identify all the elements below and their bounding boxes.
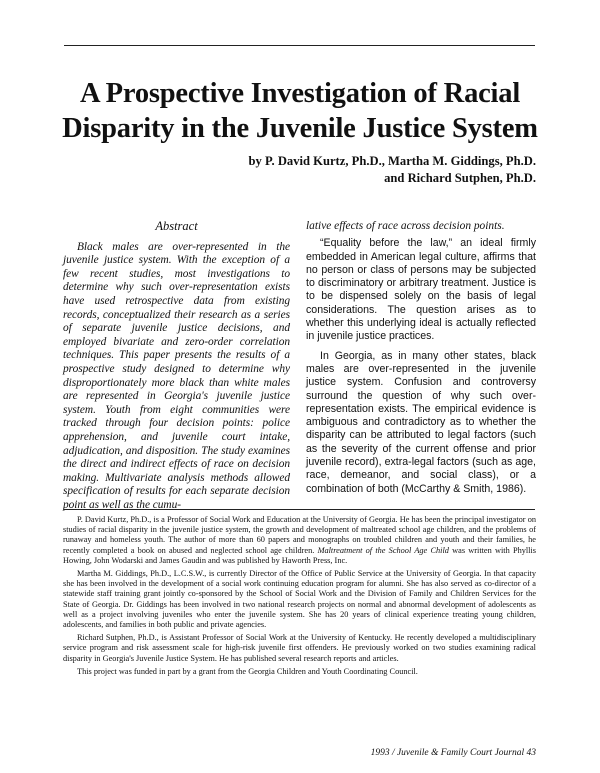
footnote-giddings: Martha M. Giddings, Ph.D., L.C.S.W., is currently Director of the Office of Public Service at the University of Georgia. In that capacity she has been involved in the development of a social work continuing education program for alumni. She has also served as co-director of a statewide staff training grant jointly co-sponsored by the School of Social Work and the Division of Family and Children Services for the State of Georgia. Dr. Giddings has been involved in two national research projects on normal and abnormal development of adolescents as well as a project involving juveniles who enter the juvenile system. She has 20 years of clinical experience treating young children, adolescents, and families in both public and private agencies.	[63, 569, 536, 630]
footnote-sutphen: Richard Sutphen, Ph.D., is Assistant Professor of Social Work at the University of Kentucky. He recently developed a multidisciplinary service program and risk assessment scale for high-risk juvenile first offenders. He previously worked on two studies examining radical disparity in Georgia's Juvenile Justice System. He has published several research reports and articles.	[63, 633, 536, 663]
article-title	[40, 76, 560, 146]
page-footer: 1993 / Juvenile & Family Court Journal 43	[370, 748, 536, 758]
author-footnotes	[63, 515, 536, 680]
footnote-kurtz-book-title: Maltreatment of the School Age Child	[317, 545, 449, 555]
body-column	[306, 220, 536, 502]
title-line-1: A Prospective Investigation of Racial	[79, 78, 521, 109]
footnote-rule	[64, 509, 535, 510]
abstract-continuation: lative effects of race across decision points.	[306, 220, 505, 232]
footnote-kurtz-tail: was written with Phyllis Howing, John Wodarski and James Gaudin and was published by Haworth Press, Inc.	[63, 545, 537, 565]
body-paragraph-1: “Equality before the law,” an ideal firmly embedded in American legal culture, affirms that no person or class of persons may be subjected to discriminatory or arbitrary treatment. Justice is to be dispensed solely on the basis of legal considerations. The question arises as to whether this underlying ideal is actually reflected in juvenile justice practices.	[306, 237, 536, 343]
abstract-heading: Abstract	[155, 219, 198, 233]
abstract-body: Black males are over-represented in the juvenile justice system. With the exception of a few recent studies, most investigations to determine why such over-representation exists have used retrospective data from existing records, conceptualized their research as a series of separate juvenile justice decisions, and employed bivariate and zero-order correlation techniques. This paper presents the results of a prospective study designed to determine why disproportionately more black than white males are represented in Georgia's juvenile justice system. Youth from eight communities were tracked through four decision points: police apprehension, and juvenile court intake, adjudication, and disposition. The study examines the direct and indirect effects of race on decision making. Multivariate analysis methods allowed specification of results for each separate decision point as well as the cumu-	[63, 240, 290, 511]
authors-line-1: by P. David Kurtz, Ph.D., Martha M. Giddings, Ph.D.	[248, 154, 536, 168]
footnote-funding: This project was funded in part by a grant from the Georgia Children and Youth Coordinating Council.	[77, 666, 418, 676]
footnote-kurtz	[63, 515, 536, 566]
abstract-column	[63, 220, 290, 512]
author-byline	[249, 153, 536, 187]
body-paragraph-2: In Georgia, as in many other states, black males are over-represented in the juvenile justice system. Confusion and controversy surround the question of why such over-representation exists. The empirical evidence is ambiguous and contradictory as to whether the disparity can be attributed to legal factors (such as the severity of the current offense and prior juvenile record), extra-legal factors (such as age, race, demeanor, and social class), or a combination of both (McCarthy & Smith, 1986).	[306, 349, 536, 495]
authors-line-2: and Richard Sutphen, Ph.D.	[384, 171, 536, 185]
top-rule	[64, 45, 535, 46]
footnote-kurtz-text: P. David Kurtz, Ph.D., is a Professor of Social Work and Education at the University of Georgia. He has been the principal investigator on studies of racial disparity in the juvenile justice system, the growth and development of maltreated school age children, and the problems of runaway and homeless youth. The author of more than 60 papers and monographs on troubled children and youth and their families, he recently completed a book on abused and neglected school age children.	[63, 515, 536, 555]
title-line-2: Disparity in the Juvenile Justice System	[62, 113, 538, 144]
